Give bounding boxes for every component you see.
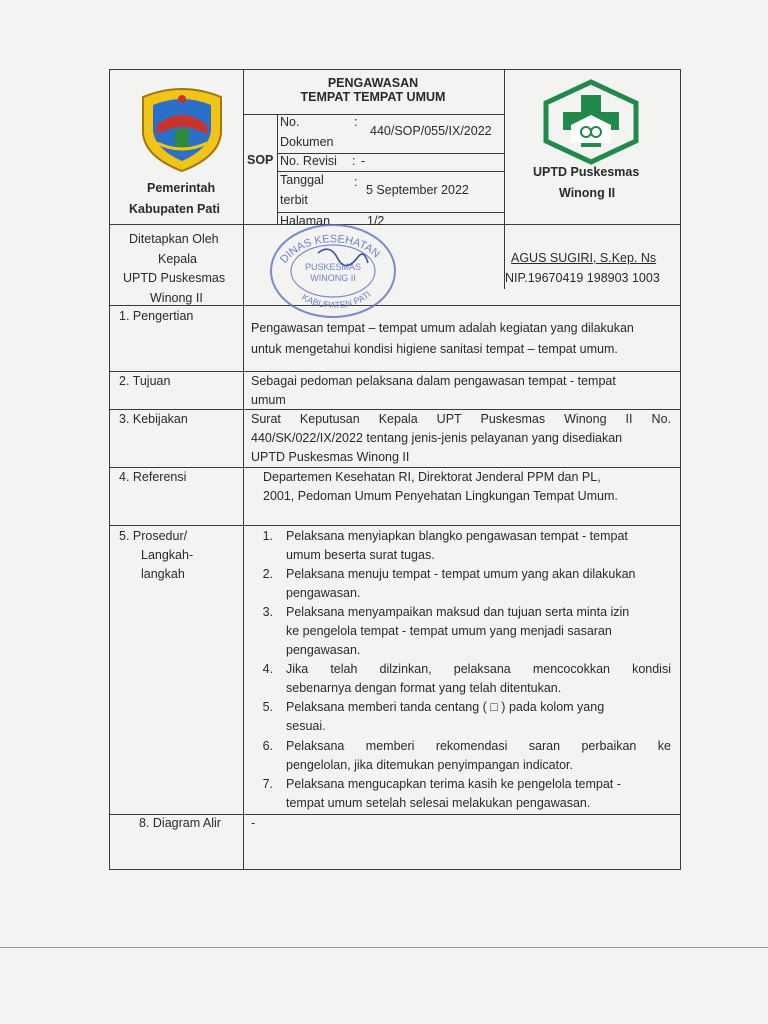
sop-label: SOP <box>247 153 274 167</box>
kebijakan-line3: UPTD Puskesmas Winong II <box>251 450 410 464</box>
referensi-line1: Departemen Kesehatan RI, Direktorat Jenderal PPM dan PL, <box>263 470 601 484</box>
approval-line1: Ditetapkan Oleh <box>129 232 219 246</box>
org-left-line1: Pemerintah <box>147 181 216 195</box>
stamp-text-center-1: PUSKESMAS <box>304 262 362 272</box>
step-number: 2. <box>262 567 273 581</box>
table-border-bottom <box>109 869 681 870</box>
org-right-line2: Winong II <box>559 186 616 200</box>
no-revisi-value: - <box>361 154 366 168</box>
step-number: 1. <box>262 529 273 543</box>
approval-line3: UPTD Puskesmas <box>123 271 226 285</box>
document-title-line2: TEMPAT TEMPAT UMUM <box>300 90 446 104</box>
no-dokumen-label-1: No. <box>280 115 300 129</box>
page-bottom-rule <box>0 947 768 948</box>
official-stamp <box>258 213 408 321</box>
kebijakan-line2: 440/SK/022/IX/2022 tentang jenis-jenis pelayanan yang disediakan <box>251 431 623 445</box>
table-border-right <box>680 69 681 870</box>
pengertian-line1: Pengawasan tempat – tempat umum adalah kegiatan yang dilakukan <box>251 321 634 335</box>
step-2-line2: pengawasan. <box>286 586 361 600</box>
label-tujuan: 2. Tujuan <box>119 374 171 388</box>
step-number: 6. <box>262 739 273 753</box>
approval-line2: Kepala <box>158 252 197 266</box>
puskesmas-logo <box>541 79 641 165</box>
row-line-referensi <box>109 525 681 526</box>
org-right-line1: UPTD Puskesmas <box>533 165 640 179</box>
step-5-line2: sesuai. <box>286 719 326 733</box>
sop-divider <box>277 114 278 224</box>
step-3-line1: Pelaksana menyampaikan maksud dan tujuan serta minta izin <box>286 605 630 619</box>
no-dokumen-colon: : <box>354 115 358 129</box>
table-border-top <box>109 69 681 70</box>
step-6-line2: pengelolan, jika ditemukan penyimpangan indicator. <box>286 758 573 772</box>
signatory-name: AGUS SUGIRI, S.Kep. Ns <box>511 251 657 265</box>
document-title-line1: PENGAWASAN <box>327 76 419 90</box>
approval-line4: Winong II <box>150 291 203 305</box>
tujuan-line2: umum <box>251 393 286 407</box>
step-2-line1: Pelaksana menuju tempat - tempat umum yang akan dilakukan <box>286 567 636 581</box>
stamp-text-bottom: KABUPATEN PATI <box>300 289 373 311</box>
step-1-line1: Pelaksana menyiapkan blangko pengawasan tempat - tempat <box>286 529 628 543</box>
tanggal-label-2: terbit <box>280 193 308 207</box>
stamp-text-center-2: WINONG II <box>310 273 356 283</box>
no-revisi-colon: : <box>352 154 356 168</box>
no-dokumen-label-2: Dokumen <box>280 135 334 149</box>
kebijakan-line1: Surat Keputusan Kepala UPT Puskesmas Winong II No. <box>251 412 671 426</box>
tanggal-colon: : <box>354 175 358 189</box>
step-6-line1: Pelaksana memberi rekomendasi saran perbaikan ke <box>286 739 671 753</box>
label-referensi: 4. Referensi <box>119 470 187 484</box>
label-prosedur-1: 5. Prosedur/ <box>119 529 188 543</box>
step-7-line2: tempat umum setelah selesai melakukan pengawasan. <box>286 796 591 810</box>
column-divider-right <box>504 69 505 289</box>
diagram-value: - <box>251 816 256 830</box>
stamp-text-top: DINAS KESEHATAN <box>278 233 383 266</box>
table-border-left <box>109 69 110 870</box>
step-1-line2: umum beserta surat tugas. <box>286 548 435 562</box>
step-3-line3: pengawasan. <box>286 643 361 657</box>
halaman-value: 1/2 <box>367 214 385 228</box>
step-4-line1: Jika telah dilzinkan, pelaksana mencocokkan kondisi <box>286 662 671 676</box>
label-prosedur-2: Langkah- <box>141 548 194 562</box>
pengertian-line2: untuk mengetahui kondisi higiene sanitasi tempat – tempat umum. <box>251 342 618 356</box>
column-divider-left <box>243 69 244 870</box>
tanggal-label-1: Tanggal <box>280 173 324 187</box>
label-kebijakan: 3. Kebijakan <box>119 412 188 426</box>
signatory-nip: NIP.19670419 198903 1003 <box>505 271 660 285</box>
no-dokumen-value: 440/SOP/055/IX/2022 <box>370 124 492 138</box>
step-number: 4. <box>262 662 273 676</box>
halaman-label: Halaman <box>280 214 331 228</box>
label-pengertian: 1. Pengertian <box>119 309 194 323</box>
step-number: 5. <box>262 700 273 714</box>
no-revisi-label: No. Revisi <box>280 154 337 168</box>
step-7-line1: Pelaksana mengucapkan terima kasih ke pengelola tempat - <box>286 777 621 791</box>
kabupaten-pati-logo <box>133 85 231 173</box>
label-prosedur-3: langkah <box>141 567 185 581</box>
tujuan-line1: Sebagai pedoman pelaksana dalam pengawasan tempat - tempat <box>251 374 616 388</box>
tanggal-value: 5 September 2022 <box>366 183 469 197</box>
step-4-line2: sebenarnya dengan format yang telah ditentukan. <box>286 681 562 695</box>
step-5-line1: Pelaksana memberi tanda centang ( □ ) pada kolom yang <box>286 700 605 714</box>
label-diagram: 8. Diagram Alir <box>139 816 221 830</box>
referensi-line2: 2001, Pedoman Umum Penyehatan Lingkungan Tempat Umum. <box>263 489 618 503</box>
org-left-line2: Kabupaten Pati <box>129 202 220 216</box>
step-number: 7. <box>262 777 273 791</box>
svg-text:KABUPATEN PATI <box>300 289 372 310</box>
step-number: 3. <box>262 605 273 619</box>
sop-table <box>109 69 681 870</box>
step-3-line2: ke pengelola tempat - tempat umum yang menjadi sasaran <box>286 624 612 638</box>
